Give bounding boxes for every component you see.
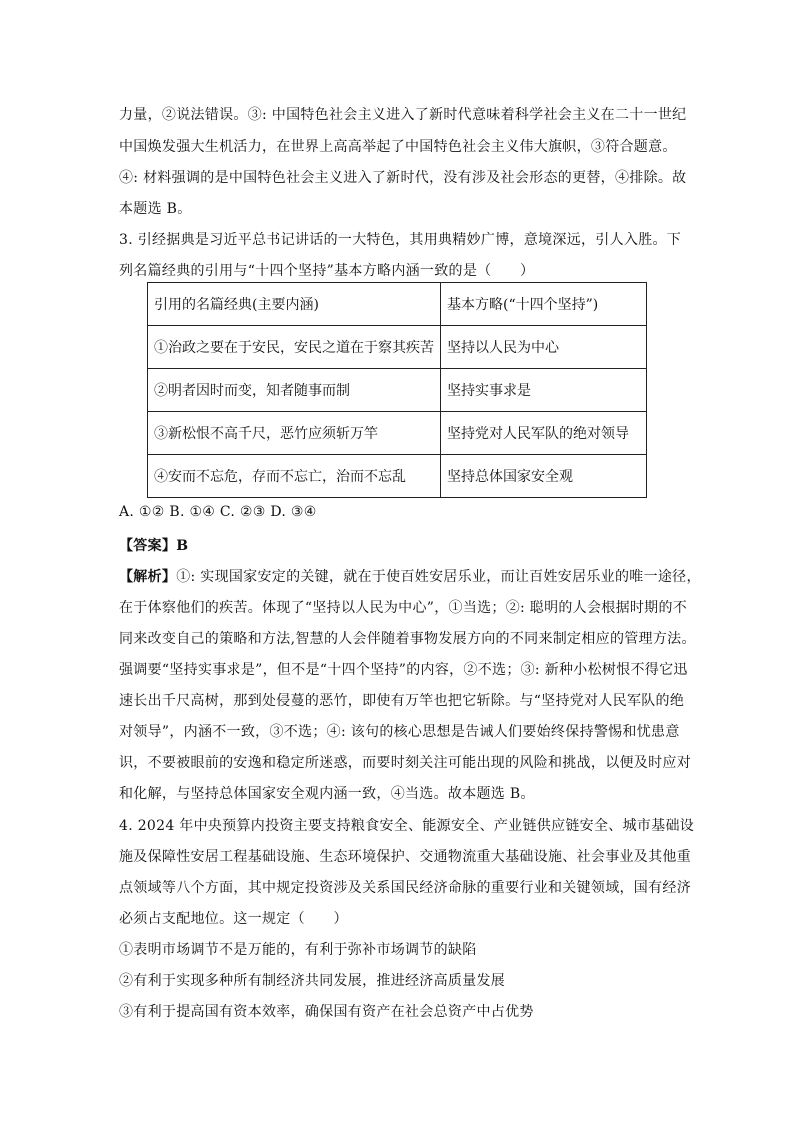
paragraph-line: 力量，②说法错误。③: 中国特色社会主义进入了新时代意味着科学社会主义在二十一世纪 [119,107,687,123]
table-header-cell: 引用的名篇经典(主要内涵) [148,283,441,326]
table-cell: 坚持以人民为中心 [441,326,647,369]
table-row [148,326,647,369]
table-cell: 坚持实事求是 [441,369,647,412]
table-header-cell: 基本方略(“十四个坚持”) [441,283,647,326]
analysis-text: ①: 实现国家安定的关键，就在于使百姓安居乐业，而让百姓安居乐业的唯一途径， [176,569,701,585]
analysis-line: 和化解，与坚持总体国家安全观内涵一致，④当选。故本题选 B。 [119,786,535,802]
table-cell: 坚持总体国家安全观 [441,455,647,498]
table-row [148,412,647,455]
question-4-item: ②有利于实现多种所有制经济共同发展，推进经济高质量发展 [119,973,506,989]
question-3-stem: 3. 引经据典是习近平总书记讲话的一大特色，其用典精妙广博，意境深远，引人入胜。下 [119,232,682,248]
analysis-line: 同来改变自己的策略和方法,智慧的人会伴随着事物发展方向的不同来制定相应的管理方法。 [119,631,696,647]
table-header-row [148,283,647,326]
analysis-line: 速长出千尺高树，那到处侵蔓的恶竹，即使有万竿也把它斩除。与“坚持党对人民军队的绝 [119,693,685,709]
analysis-line: 强调要“坚持实事求是”，但不是“十四个坚持”的内容，②不选；③: 新种小松树恨不得它迅 [119,662,688,678]
question-4-item: ①表明市场调节不是万能的，有利于弥补市场调节的缺陷 [119,942,477,958]
question-3-stem: 列名篇经典的引用与“十四个坚持”基本方略内涵一致的是（ ） [119,263,535,279]
analysis-label: 【解析】 [119,569,177,585]
analysis-line [119,566,701,586]
paragraph-line: ④: 材料强调的是中国特色社会主义进入了新时代，没有涉及社会形态的更替，④排除。故 [119,170,687,186]
question-3-answer: 【答案】B [119,538,189,554]
table-cell: ③新松恨不高千尺，恶竹应须斩万竿 [148,412,441,455]
paragraph-line: 中国焕发强大生机活力，在世界上高高举起了中国特色社会主义伟大旗帜，③符合题意。 [119,139,677,155]
question-4-stem: 4. 2024 年中央预算内投资主要支持粮食安全、能源安全、产业链供应链安全、城市基础设 [119,818,695,834]
analysis-line: 在于体察他们的疾苦。体现了“坚持以人民为中心”，①当选；②: 聪明的人会根据时期的不 [119,600,688,616]
analysis-line: 对领导”，内涵不一致，③不选；④: 该句的核心思想是告诫人们要始终保持警惕和忧患意 [119,724,680,740]
analysis-line: 识，不要被眼前的安逸和稳定所迷惑，而要时刻关注可能出现的风险和挑战，以便及时应对 [119,755,691,771]
table-cell: ④安而不忘危，存而不忘亡，治而不忘乱 [148,455,441,498]
question-4-stem: 必须占支配地位。这一规定（ ） [119,911,348,927]
question-4-item: ③有利于提高国有资本效率，确保国有资产在社会总资产中占优势 [119,1004,534,1020]
table-row [148,369,647,412]
table-cell: ①治政之要在于安民，安民之道在于察其疾苦 [148,326,441,369]
table-row [148,455,647,498]
paragraph-line: 本题选 B。 [119,201,192,217]
question-4-stem: 施及保障性安居工程基础设施、生态环境保护、交通物流重大基础设施、社会事业及其他重 [119,849,691,865]
quote-strategy-table [147,282,647,498]
question-3-options: A. ①② B. ①④ C. ②③ D. ③④ [119,504,317,520]
table-cell: ②明者因时而变，知者随事而制 [148,369,441,412]
table-cell: 坚持党对人民军队的绝对领导 [441,412,647,455]
question-4-stem: 点领域等八个方面，其中规定投资涉及关系国民经济命脉的重要行业和关键领域，国有经济 [119,880,691,896]
